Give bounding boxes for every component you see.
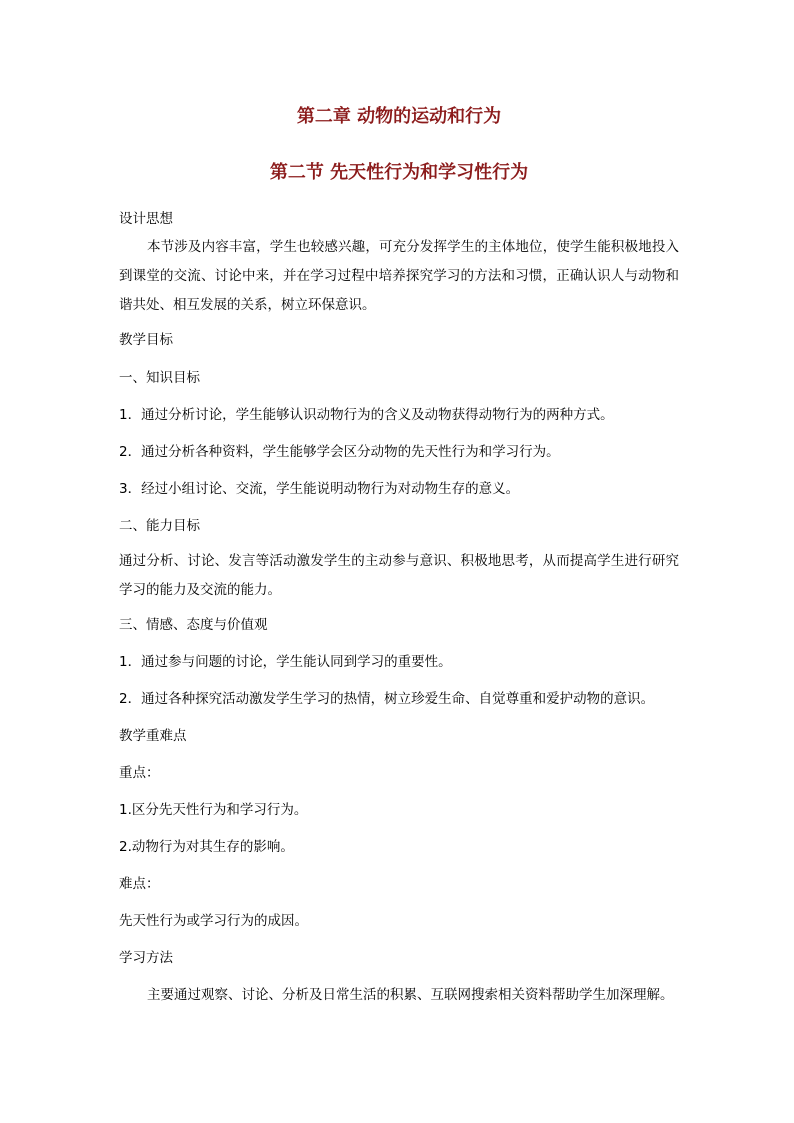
knowledge-item: 3．经过小组讨论、交流，学生能说明动物行为对动物生存的意义。 [119, 481, 520, 497]
goals-heading: 教学目标 [119, 332, 173, 348]
knowledge-heading: 一、知识目标 [119, 370, 200, 386]
focus-label: 重点： [119, 765, 160, 781]
keypoints-heading: 教学重难点 [119, 728, 187, 744]
design-paragraph: 本节涉及内容丰富，学生也较感兴趣，可充分发挥学生的主体地位，使学生能积极地投入到课堂的交流、讨论中来，并在学习过程中培养探究学习的方法和习惯，正确认识人与动物和谐共处、相互发展的关系，树立环保意识。 [119, 239, 679, 313]
method-paragraph: 主要通过观察、讨论、分析及日常生活的积累、互联网搜索相关资料帮助学生加深理解。 [147, 987, 674, 1003]
emotion-item: 2．通过各种探究活动激发学生学习的热情，树立珍爱生命、自觉尊重和爱护动物的意识。 [119, 691, 655, 707]
chapter-title: 第二章 动物的运动和行为 [296, 106, 502, 127]
ability-paragraph: 通过分析、讨论、发言等活动激发学生的主动参与意识、积极地思考，从而提高学生进行研究学习的能力及交流的能力。 [119, 553, 679, 598]
knowledge-item: 1．通过分析讨论，学生能够认识动物行为的含义及动物获得动物行为的两种方式。 [119, 407, 614, 423]
emotion-heading: 三、情感、态度与价值观 [119, 617, 268, 633]
section-title: 第二节 先天性行为和学习性行为 [269, 162, 529, 183]
ability-heading: 二、能力目标 [119, 518, 200, 534]
design-heading: 设计思想 [119, 211, 173, 227]
knowledge-item: 2．通过分析各种资料，学生能够学会区分动物的先天性行为和学习行为。 [119, 444, 560, 460]
difficulty-label: 难点： [119, 876, 160, 892]
focus-item: 2.动物行为对其生存的影响。 [119, 839, 294, 855]
focus-item: 1.区分先天性行为和学习行为。 [119, 802, 308, 818]
method-heading: 学习方法 [119, 950, 173, 966]
difficulty-text: 先天性行为或学习行为的成因。 [119, 913, 308, 929]
emotion-item: 1．通过参与问题的讨论，学生能认同到学习的重要性。 [119, 654, 452, 670]
